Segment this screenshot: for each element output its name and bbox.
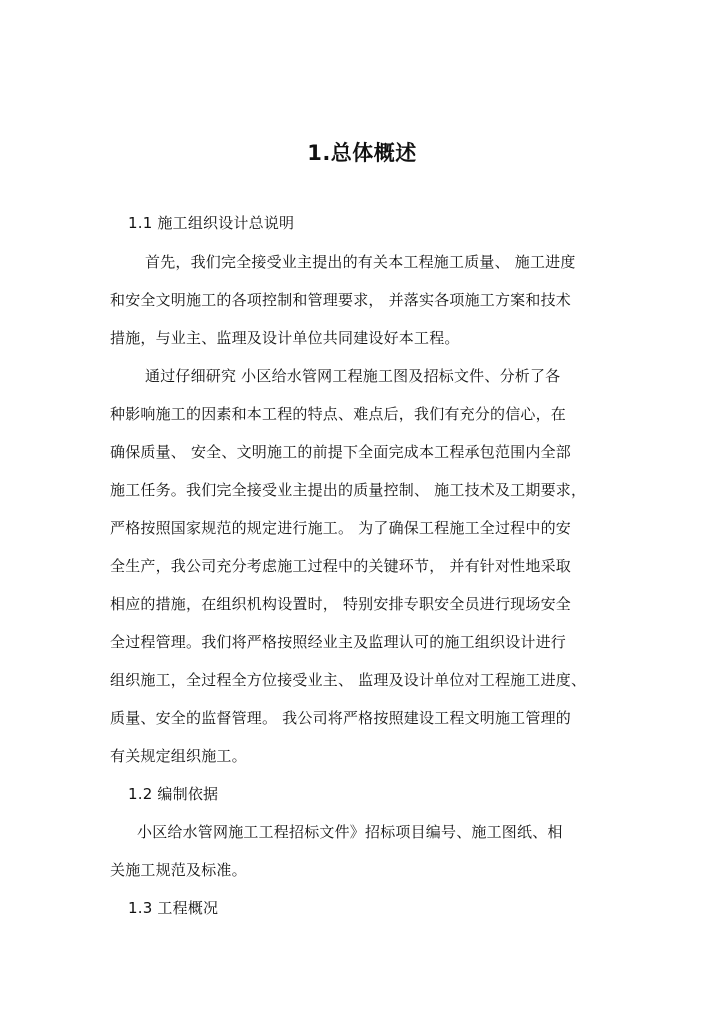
- paragraph-line: 施工任务。我们完全接受业主提出的质量控制、 施工技术及工期要求，: [110, 481, 587, 499]
- paragraph-line: 通过仔细研究 小区给水管网工程施工图及招标文件、分析了各: [145, 367, 561, 385]
- section-heading-1-3: 1.3 工程概况: [128, 899, 219, 917]
- paragraph-line: 质量、安全的监督管理。 我公司将严格按照建设工程文明施工管理的: [110, 709, 571, 727]
- paragraph-line: 和安全文明施工的各项控制和管理要求， 并落实各项施工方案和技术: [110, 291, 571, 309]
- paragraph-line: 种影响施工的因素和本工程的特点、难点后，我们有充分的信心，在: [110, 405, 567, 423]
- paragraph-line: 全生产，我公司充分考虑施工过程中的关键环节， 并有针对性地采取: [110, 557, 571, 575]
- paragraph-line: 确保质量、 安全、文明施工的前提下全面完成本工程承包范围内全部: [110, 443, 571, 461]
- section-heading-1-1: 1.1 施工组织设计总说明: [128, 214, 295, 232]
- paragraph-line: 小区给水管网施工工程招标文件》招标项目编号、施工图纸、相: [137, 823, 563, 841]
- section-heading-1-2: 1.2 编制依据: [128, 785, 219, 803]
- paragraph-line: 相应的措施，在组织机构设置时， 特别安排专职安全员进行现场安全: [110, 595, 571, 613]
- paragraph-line: 严格按照国家规范的规定进行施工。 为了确保工程施工全过程中的安: [110, 519, 571, 537]
- paragraph-line: 措施，与业主、监理及设计单位共同建设好本工程。: [110, 329, 460, 347]
- paragraph-line: 首先，我们完全接受业主提出的有关本工程施工质量、 施工进度: [145, 253, 576, 271]
- paragraph-line: 关施工规范及标准。: [110, 861, 247, 879]
- paragraph-line: 有关规定组织施工。: [110, 747, 247, 765]
- paragraph-line: 组织施工，全过程全方位接受业主、 监理及设计单位对工程施工进度、: [110, 671, 587, 689]
- paragraph-line: 全过程管理。我们将严格按照经业主及监理认可的施工组织设计进行: [110, 633, 567, 651]
- page-title: 1.总体概述: [307, 141, 417, 165]
